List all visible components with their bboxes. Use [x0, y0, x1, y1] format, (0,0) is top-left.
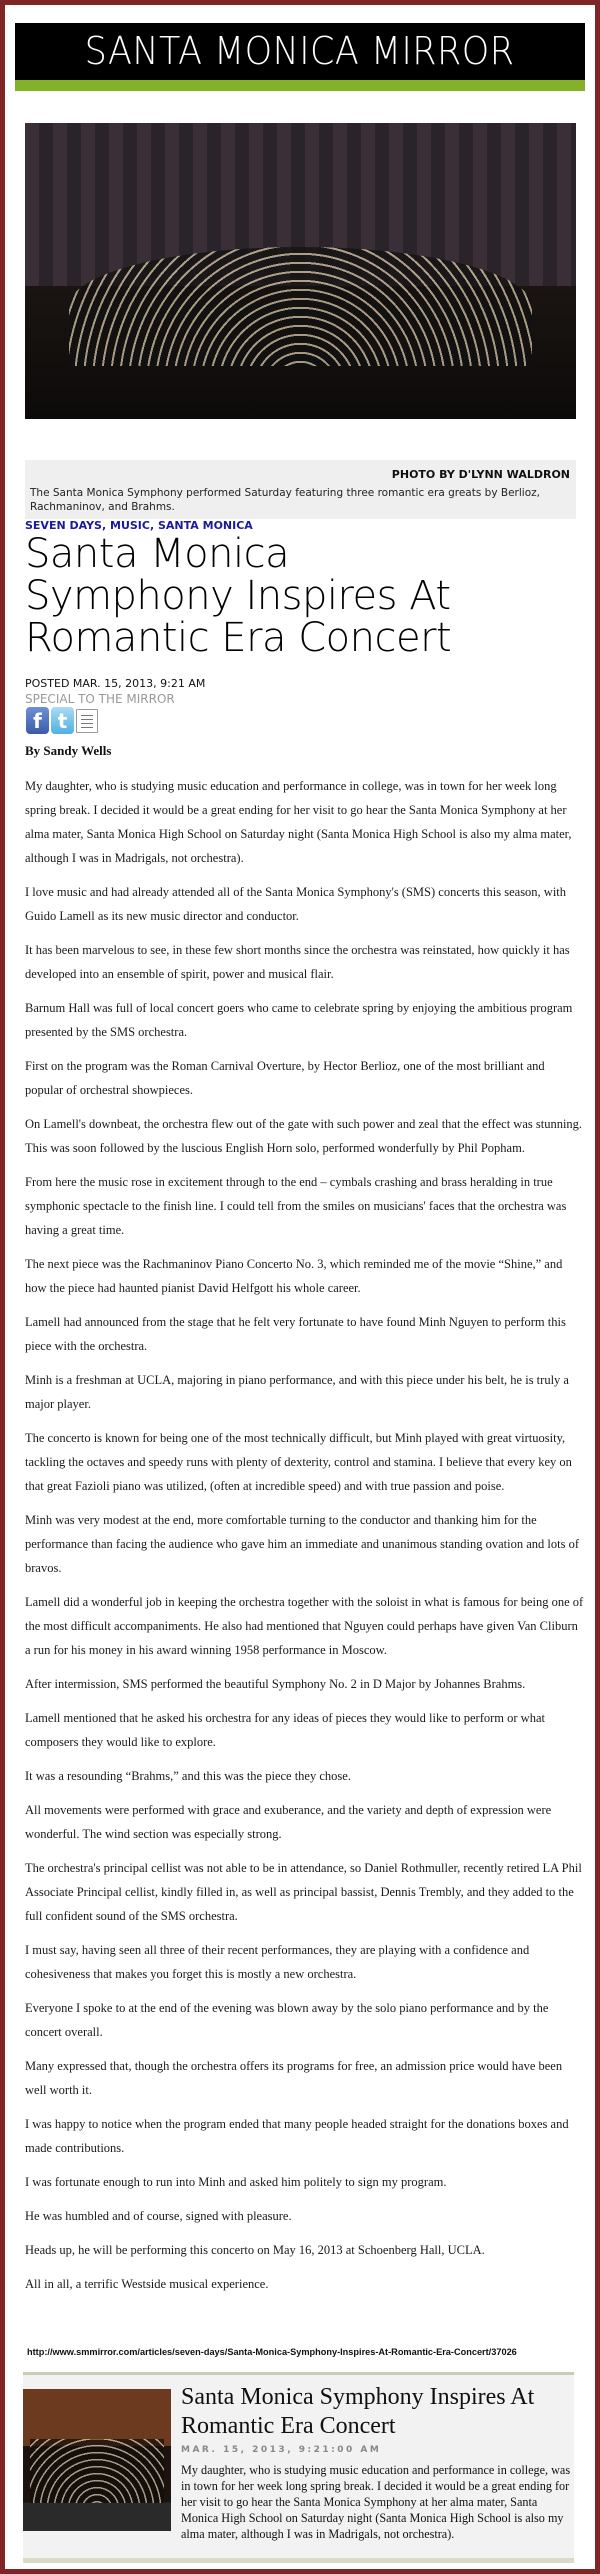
photo-caption: [25, 460, 576, 519]
article-paragraph: Heads up, he will be performing this concerto on May 16, 2013 at Schoenberg Hall, UCLA.: [25, 2243, 485, 2257]
facebook-icon[interactable]: f: [26, 707, 49, 734]
article-paragraph: The next piece was the Rachmaninov Piano Concerto No. 3, which reminded me of the movie “Shine,” and how the piece had haunted pianist David Helfgott his whole career.: [25, 1257, 563, 1295]
category-santa-monica[interactable]: SANTA MONICA: [157, 519, 253, 532]
article-body: [25, 774, 585, 2306]
article-title: Santa Monica Symphony Inspires At Romantic Era Concert: [25, 531, 452, 661]
article-paragraph: My daughter, who is studying music education and performance in college, was in town for her week long spring break. I decided it would be a great ending for her visit to go hear the Santa Monica Symphony at her alma mater, Santa Monica High School on Saturday night (Santa Monica High School is also my alma mater, although I was in Madrigals, not orchestra).: [25, 779, 572, 865]
posted-date: POSTED MAR. 15, 2013, 9:21 AM: [25, 677, 206, 690]
article-paragraph: I love music and had already attended all of the Santa Monica Symphony's (SMS) concerts this season, with Guido Lamell as its new music director and conductor.: [25, 885, 567, 923]
article-paragraph: I was fortunate enough to run into Minh and asked him politely to sign my program.: [25, 2175, 447, 2189]
article-paragraph: From here the music rose in excitement through to the end – cymbals crashing and brass heralding in true symphonic spectacle to the finish line. I could tell from the smiles on musicians' faces that the orchestra was having a great time.: [25, 1175, 567, 1237]
share-bar: [26, 707, 98, 734]
article-paragraph: Lamell had announced from the stage that he felt very fortunate to have found Minh Nguyen to perform this piece with the orchestra.: [25, 1315, 566, 1353]
article-paragraph: The concerto is known for being one of the most technically difficult, but Minh played with great virtuosity, tackling the octaves and speedy runs with plenty of dexterity, control and stamina. I believe that every key on that great Fazioli piano was utilized, (often at incredible speed) and with true passion and poise.: [25, 1431, 572, 1493]
article-paragraph: Minh is a freshman at UCLA, majoring in piano performance, and with this piece under his belt, he is truly a major player.: [25, 1373, 569, 1411]
category-seven-days[interactable]: SEVEN DAYS: [25, 519, 102, 532]
caption-text: The Santa Monica Symphony performed Saturday featuring three romantic era greats by Berlioz, Rachmaninov, and Brahms.: [30, 487, 540, 513]
preview-thumbnail: [23, 2389, 171, 2531]
article-paragraph: The orchestra's principal cellist was not able to be in attendance, so Daniel Rothmuller, recently retired LA Phil Associate Principal cellist, kindly filled in, as well as principal bassist, Dennis Trembly, and they added to the full confident sound of the SMS orchestra.: [25, 1861, 582, 1923]
preview-date: MAR. 15, 2013, 9:21:00 AM: [181, 2445, 382, 2455]
preview-excerpt: My daughter, who is studying music education and performance in college, was in town for her week long spring break. I decided it would be a great ending for her visit to go hear the Santa Monica Symphony at her alma mater, Santa Monica High School on Saturday night (Santa Monica High School is also my alma mater, although I was in Madrigals, not orchestra).: [181, 2463, 571, 2541]
orchestra-photo: [25, 123, 576, 419]
preview-title[interactable]: Santa Monica Symphony Inspires At Romantic Era Concert: [181, 2384, 535, 2439]
article-paragraph: First on the program was the Roman Carnival Overture, by Hector Berlioz, one of the most brilliant and popular of orchestral showpieces.: [25, 1059, 545, 1097]
print-icon[interactable]: [76, 709, 98, 733]
category-links: SEVEN DAYS, MUSIC, SANTA MONICA: [25, 519, 253, 532]
byline: By Sandy Wells: [25, 743, 112, 758]
article-paragraph: It has been marvelous to see, in these few short months since the orchestra was reinstated, how quickly it has developed into an ensemble of spirit, power and musical flair.: [25, 943, 570, 981]
article-paragraph: Many expressed that, though the orchestra offers its programs for free, an admission price would have been well worth it.: [25, 2059, 563, 2097]
article-paragraph: All movements were performed with grace and exuberance, and the variety and depth of expression were wonderful. The wind section was especially strong.: [25, 1803, 552, 1841]
category-music[interactable]: MUSIC: [110, 519, 150, 532]
article-url[interactable]: http://www.smmirror.com/articles/seven-days/Santa-Monica-Symphony-Inspires-At-Romantic-Era-Concert/37026: [27, 2347, 517, 2357]
article-paragraph: I must say, having seen all three of their recent performances, they are playing with a confidence and cohesiveness that makes you forget this is mostly a new orchestra.: [25, 1943, 530, 1981]
twitter-icon[interactable]: t: [51, 707, 74, 734]
article-paragraph: Lamell mentioned that he asked his orchestra for any ideas of pieces they would like to perform or what composers they would like to explore.: [25, 1711, 545, 1749]
article-paragraph: I was happy to notice when the program ended that many people headed straight for the donations boxes and made contributions.: [25, 2117, 569, 2155]
article-paragraph: Everyone I spoke to at the end of the evening was blown away by the solo piano performance and by the concert overall.: [25, 2001, 549, 2039]
photo-orchestra: [69, 247, 532, 365]
article-paragraph: On Lamell's downbeat, the orchestra flew out of the gate with such power and zeal that the effect was stunning. This was soon followed by the luscious English Horn solo, performed wonderfully by Phil Popham.: [25, 1117, 583, 1155]
masthead[interactable]: [15, 23, 585, 91]
article-paragraph: All in all, a terrific Westside musical experience.: [25, 2277, 269, 2291]
article-preview-card[interactable]: [23, 2372, 574, 2563]
article-paragraph: Barnum Hall was full of local concert goers who came to celebrate spring by enjoying the ambitious program presented by the SMS orchestra.: [25, 1001, 573, 1039]
article-source: SPECIAL TO THE MIRROR: [25, 692, 175, 706]
site-logo: SANTA MONICA MIRROR: [85, 29, 515, 73]
article-paragraph: Minh was very modest at the end, more comfortable turning to the conductor and thanking him for the performance than facing the audience who gave him an immediate and unanimous standing ovation and lots of bravos.: [25, 1513, 579, 1575]
article-paragraph: After intermission, SMS performed the beautiful Symphony No. 2 in D Major by Johannes Brahms.: [25, 1677, 526, 1691]
article-paragraph: Lamell did a wonderful job in keeping the orchestra together with the soloist in what is famous for being one of the most difficult accompaniments. He also had mentioned that Nguyen could perhaps have given Van Cliburn a run for his money in his award winning 1958 performance in Moscow.: [25, 1595, 584, 1657]
photo-credit: PHOTO BY D'LYNN WALDRON: [391, 468, 570, 481]
article-paragraph: He was humbled and of course, signed with pleasure.: [25, 2209, 292, 2223]
article-paragraph: It was a resounding “Brahms,” and this was the piece they chose.: [25, 1769, 351, 1783]
